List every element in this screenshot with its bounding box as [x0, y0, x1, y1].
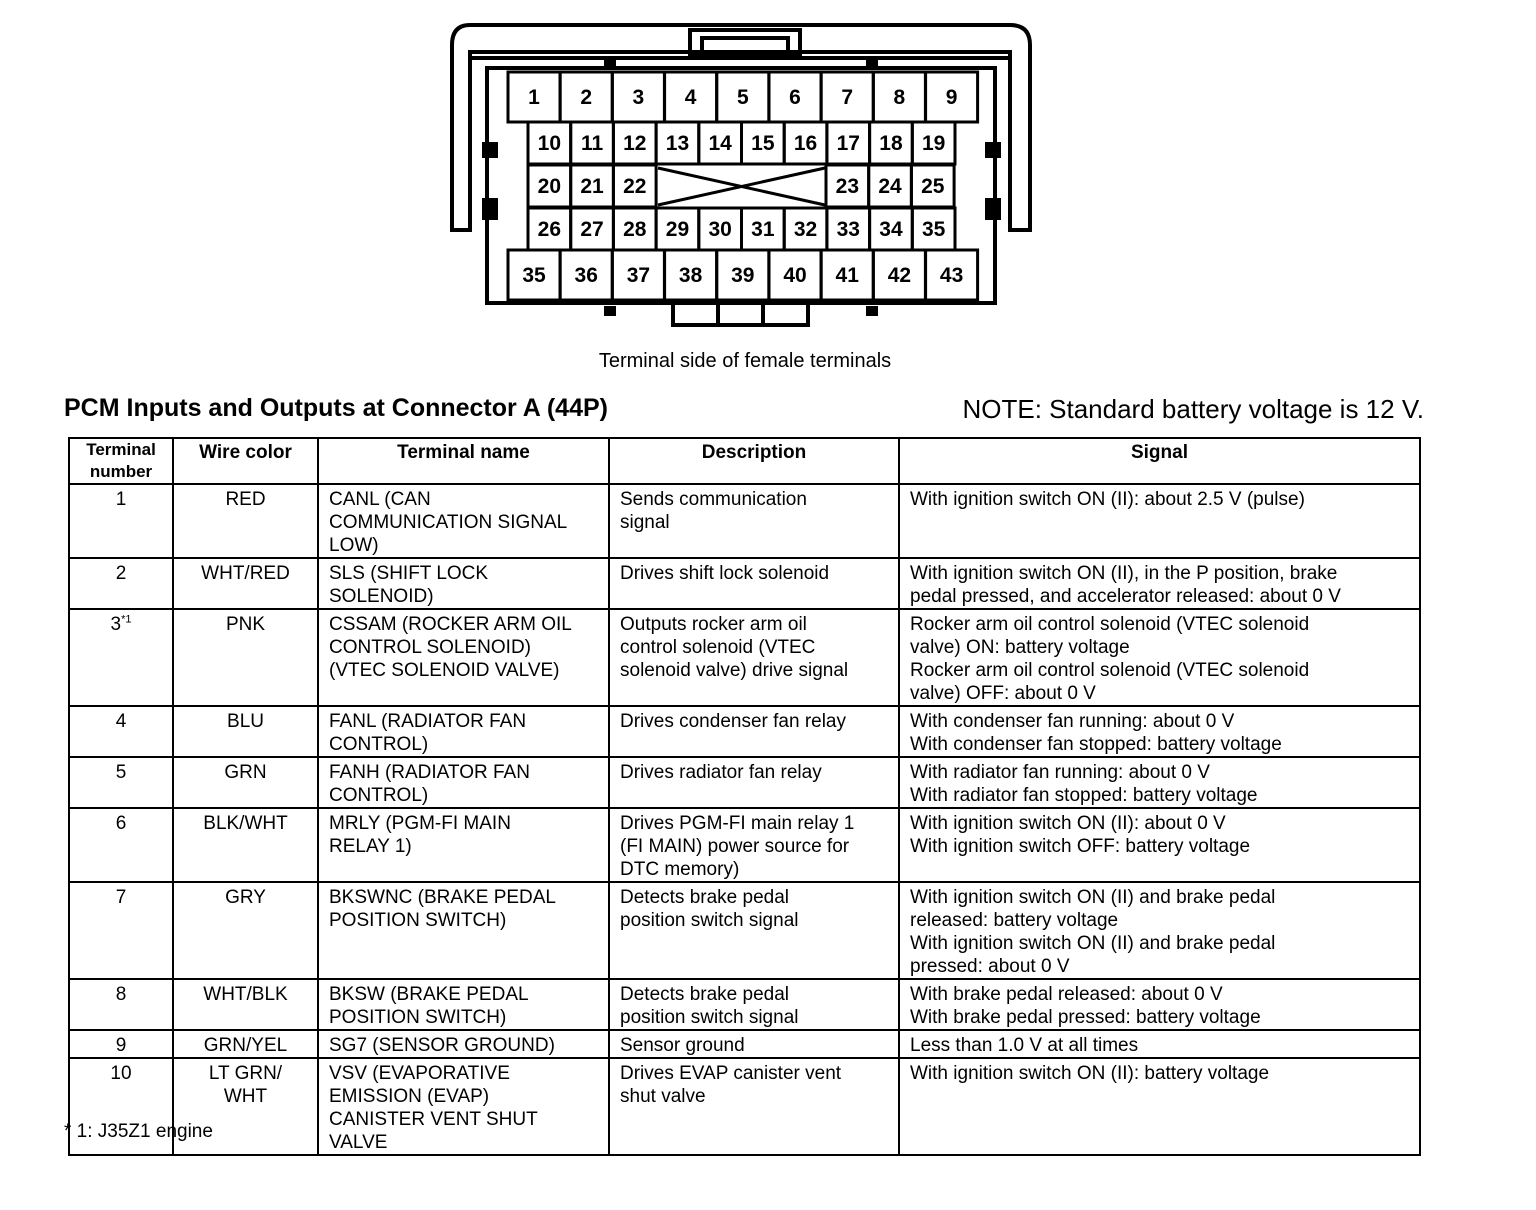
- cell-signal: With ignition switch ON (II): about 0 V With ignition switch OFF: battery voltage: [899, 808, 1420, 882]
- terminal-label: 26: [537, 218, 562, 241]
- cell-wire-color: WHT/BLK: [173, 979, 318, 1030]
- cell-wire-color: LT GRN/ WHT: [173, 1058, 318, 1155]
- cell-terminal-number: [69, 558, 173, 609]
- cell-wire-color: RED: [173, 484, 318, 558]
- table-row: [69, 1030, 1420, 1058]
- cell-description: Drives PGM-FI main relay 1 (FI MAIN) power source for DTC memory): [609, 808, 899, 882]
- cell-terminal-name: FANH (RADIATOR FAN CONTROL): [318, 757, 609, 808]
- terminal-label: 39: [731, 264, 755, 287]
- cell-terminal-number: [69, 484, 173, 558]
- side-lug: [985, 142, 1001, 158]
- terminal-label: 21: [580, 175, 604, 198]
- cell-terminal-name: SLS (SHIFT LOCK SOLENOID): [318, 558, 609, 609]
- terminal-label: 7: [841, 86, 854, 109]
- terminal-label: 13: [665, 132, 690, 155]
- terminal-label: 3: [632, 86, 645, 109]
- terminal-label: 19: [921, 132, 946, 155]
- terminal-label: 11: [580, 132, 604, 155]
- terminal-label: 38: [678, 264, 703, 287]
- terminal-label: 8: [893, 86, 906, 109]
- table-row: [69, 808, 1420, 882]
- terminal-label: 6: [789, 86, 801, 109]
- cell-description: Detects brake pedal position switch signal: [609, 882, 899, 979]
- cell-signal: With ignition switch ON (II): battery voltage: [899, 1058, 1420, 1155]
- terminal-label: 36: [574, 264, 598, 287]
- terminal-label: 18: [879, 132, 903, 155]
- cell-terminal-name: CANL (CAN COMMUNICATION SIGNAL LOW): [318, 484, 609, 558]
- terminal-label: 23: [835, 175, 860, 198]
- terminal-number: 5: [115, 762, 127, 783]
- cell-terminal-name: VSV (EVAPORATIVE EMISSION (EVAP) CANISTER VENT SHUT VALVE: [318, 1058, 609, 1155]
- terminal-label: 27: [580, 218, 604, 241]
- header-description: Description: [609, 438, 899, 484]
- terminal-label: 35: [522, 264, 546, 287]
- cell-wire-color: BLU: [173, 706, 318, 757]
- terminal-label: 40: [783, 264, 807, 287]
- page-title: PCM Inputs and Outputs at Connector A (44P): [64, 394, 608, 422]
- cell-signal: With ignition switch ON (II) and brake pedal released: battery voltage With ignition switch ON (II) and brake pedal pressed: about 0 V: [899, 882, 1420, 979]
- header-terminal-number: Terminal number: [69, 438, 173, 484]
- header-signal: Signal: [899, 438, 1420, 484]
- table-row: [69, 558, 1420, 609]
- terminal-number: 4: [115, 711, 127, 732]
- terminal-number: 9: [115, 1035, 127, 1056]
- cell-description: Sensor ground: [609, 1030, 899, 1058]
- cell-wire-color: GRN: [173, 757, 318, 808]
- cell-terminal-name: FANL (RADIATOR FAN CONTROL): [318, 706, 609, 757]
- terminal-label: 22: [623, 175, 647, 198]
- terminal-number: 8: [115, 984, 127, 1005]
- terminal-label: 28: [623, 218, 647, 241]
- cell-description: Detects brake pedal position switch signal: [609, 979, 899, 1030]
- top-latch-inner: [702, 38, 788, 52]
- cell-terminal-number: [69, 706, 173, 757]
- cell-terminal-number: [69, 808, 173, 882]
- header-terminal-name: Terminal name: [318, 438, 609, 484]
- pcm-table: [68, 437, 1421, 1156]
- cell-terminal-name: MRLY (PGM-FI MAIN RELAY 1): [318, 808, 609, 882]
- cell-terminal-name: BKSWNC (BRAKE PEDAL POSITION SWITCH): [318, 882, 609, 979]
- terminal-label: 29: [665, 218, 690, 241]
- terminal-label: 15: [751, 132, 775, 155]
- terminal-label: 41: [835, 264, 859, 287]
- terminal-number: 2: [115, 563, 127, 584]
- cell-description: Drives shift lock solenoid: [609, 558, 899, 609]
- terminal-number: 3: [110, 614, 122, 635]
- terminal-label: 9: [945, 86, 958, 109]
- cell-description: Drives radiator fan relay: [609, 757, 899, 808]
- terminal-label: 32: [793, 218, 818, 241]
- table-row: [69, 609, 1420, 706]
- cell-wire-color: PNK: [173, 609, 318, 706]
- terminal-label: 10: [537, 132, 562, 155]
- terminal-label: 12: [623, 132, 647, 155]
- cell-terminal-number: [69, 609, 173, 706]
- terminal-label: 31: [751, 218, 775, 241]
- cell-signal: With brake pedal released: about 0 V With brake pedal pressed: battery voltage: [899, 979, 1420, 1030]
- cell-terminal-name: BKSW (BRAKE PEDAL POSITION SWITCH): [318, 979, 609, 1030]
- cell-wire-color: GRY: [173, 882, 318, 979]
- connector-diagram: [440, 20, 1050, 340]
- cell-signal: With ignition switch ON (II), in the P position, brake pedal pressed, and accelerator released: about 0 V: [899, 558, 1420, 609]
- terminal-label: 35: [921, 218, 946, 241]
- header-wire-color: Wire color: [173, 438, 318, 484]
- table-row: [69, 484, 1420, 558]
- terminal-label: 16: [793, 132, 818, 155]
- terminal-label: 2: [580, 86, 593, 109]
- side-lug: [482, 198, 498, 220]
- connector-caption: Terminal side of female terminals: [598, 350, 892, 372]
- cell-signal: With radiator fan running: about 0 V With radiator fan stopped: battery voltage: [899, 757, 1420, 808]
- table-row: [69, 882, 1420, 979]
- terminal-label: 14: [708, 132, 732, 155]
- terminal-label: 30: [708, 218, 732, 241]
- bottom-tab: [673, 303, 808, 325]
- terminal-label: 20: [537, 175, 562, 198]
- terminal-label: 33: [836, 218, 860, 241]
- cell-description: Drives condenser fan relay: [609, 706, 899, 757]
- cell-wire-color: BLK/WHT: [173, 808, 318, 882]
- terminal-number: 7: [115, 887, 127, 908]
- terminal-label: 34: [879, 218, 903, 241]
- cell-signal: With ignition switch ON (II): about 2.5 V (pulse): [899, 484, 1420, 558]
- cell-signal: With condenser fan running: about 0 V With condenser fan stopped: battery voltage: [899, 706, 1420, 757]
- footnote-marker: *1: [121, 613, 132, 626]
- terminal-label: 43: [939, 264, 964, 287]
- cell-terminal-name: CSSAM (ROCKER ARM OIL CONTROL SOLENOID) (VTEC SOLENOID VALVE): [318, 609, 609, 706]
- terminal-label: 17: [836, 132, 860, 155]
- side-lug: [985, 198, 1001, 220]
- table-row: [69, 706, 1420, 757]
- cell-description: Sends communication signal: [609, 484, 899, 558]
- terminal-label: 4: [684, 86, 697, 109]
- terminal-label: 24: [878, 175, 902, 198]
- terminal-number: 1: [115, 489, 127, 510]
- cell-signal: Less than 1.0 V at all times: [899, 1030, 1420, 1058]
- cell-wire-color: GRN/YEL: [173, 1030, 318, 1058]
- cell-description: Drives EVAP canister vent shut valve: [609, 1058, 899, 1155]
- terminal-label: 5: [736, 86, 749, 109]
- cell-description: Outputs rocker arm oil control solenoid (VTEC solenoid valve) drive signal: [609, 609, 899, 706]
- table-row: [69, 1058, 1420, 1155]
- cell-terminal-number: [69, 882, 173, 979]
- terminal-label: 37: [626, 264, 651, 287]
- terminal-label: 42: [887, 264, 912, 287]
- note-text: NOTE: Standard battery voltage is 12 V.: [962, 394, 1424, 424]
- cell-terminal-number: [69, 757, 173, 808]
- cell-signal: Rocker arm oil control solenoid (VTEC solenoid valve) ON: battery voltage Rocker arm oil control solenoid (VTEC solenoid valve) OFF: about 0 V: [899, 609, 1420, 706]
- cell-terminal-name: SG7 (SENSOR GROUND): [318, 1030, 609, 1058]
- cell-terminal-number: [69, 979, 173, 1030]
- terminal-label: 1: [528, 86, 540, 109]
- terminal-number: 6: [115, 813, 127, 834]
- cell-terminal-number: [69, 1030, 173, 1058]
- terminal-label: 25: [921, 175, 945, 198]
- side-lug: [482, 142, 498, 158]
- terminal-number: 10: [110, 1063, 132, 1084]
- table-row: [69, 979, 1420, 1030]
- table-row: [69, 757, 1420, 808]
- cell-wire-color: WHT/RED: [173, 558, 318, 609]
- table-header-row: [69, 438, 1420, 484]
- footnote: * 1: J35Z1 engine: [64, 1121, 213, 1142]
